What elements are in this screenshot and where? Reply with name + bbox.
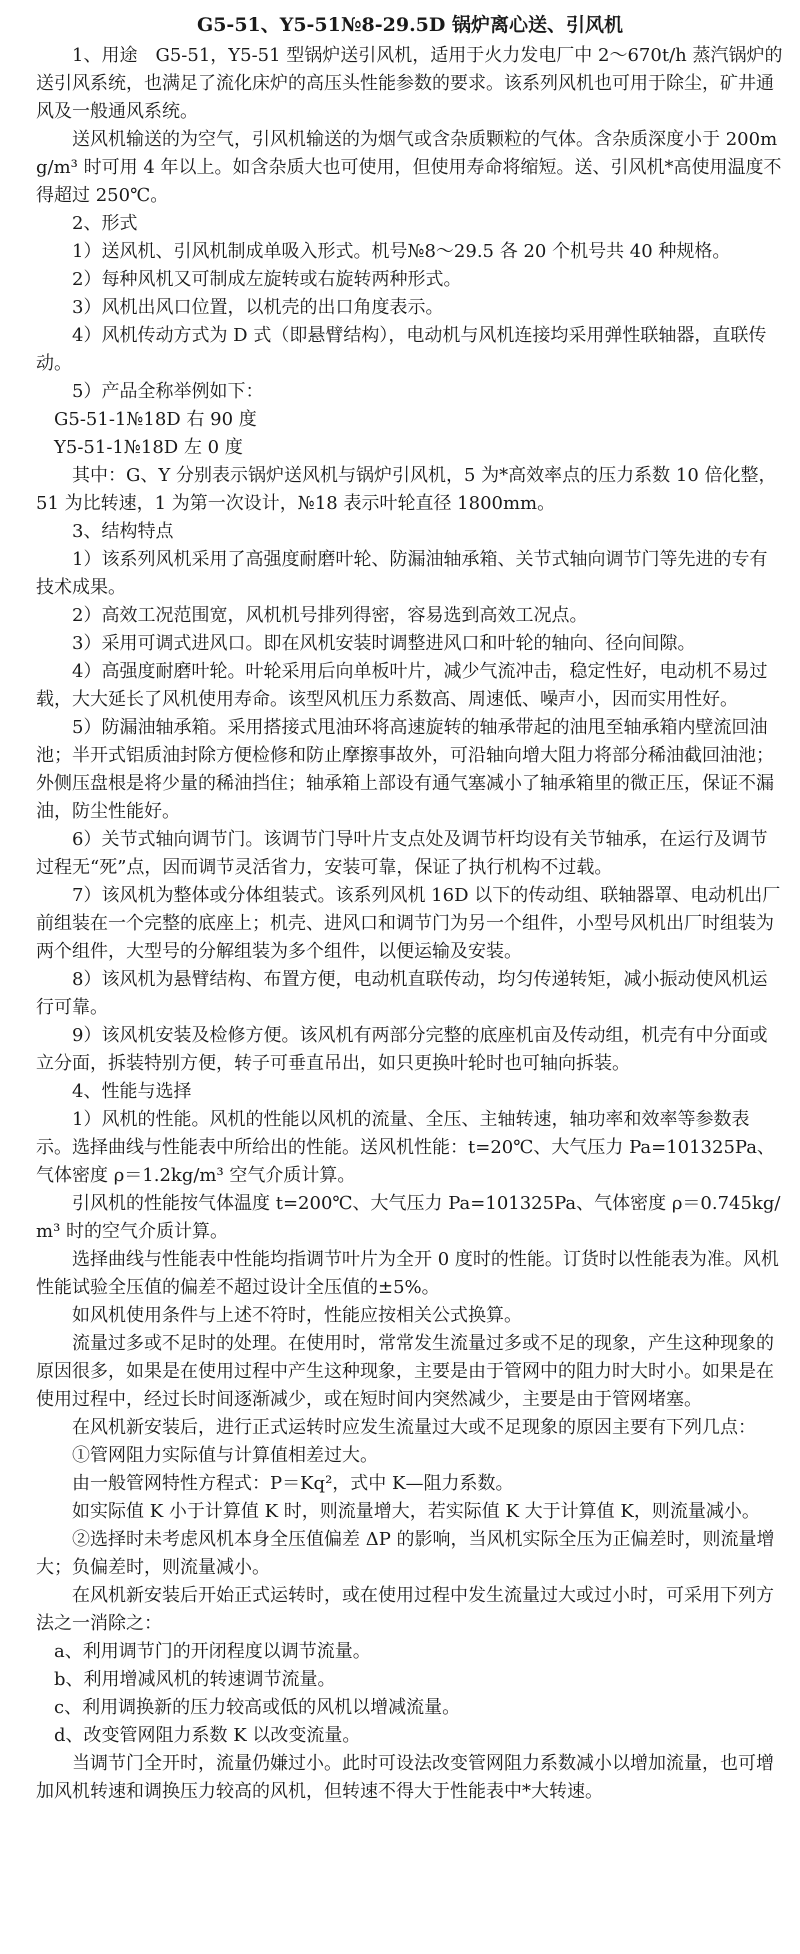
paragraph: d、改变管网阻力系数 K 以改变流量。: [54, 1725, 361, 1746]
paragraph: 2）高效工况范围宽，风机机号排列得密，容易选到高效工况点。: [72, 605, 588, 626]
paragraph: ①管网阻力实际值与计算值相差过大。: [72, 1445, 378, 1466]
paragraph: Y5-51-1№18D 左 0 度: [54, 437, 243, 458]
paragraph: 4、性能与选择: [72, 1081, 192, 1102]
paragraph: 3）采用可调式进风口。即在风机安装时调整进风口和叶轮的轴向、径向间隙。: [72, 633, 696, 654]
paragraph: 1）送风机、引风机制成单吸入形式。机号№8～29.5 各 20 个机号共 40 种规格。: [72, 241, 731, 262]
paragraph: 如风机使用条件与上述不符时，性能应按相关公式换算。: [72, 1305, 522, 1326]
paragraph: 其中：G、Y 分别表示锅炉送风机与锅炉引风机，5 为*高效率点的压力系数 10 倍化整，51 为比转速，1 为第一次设计，№18 表示叶轮直径 1800mm。: [36, 465, 777, 514]
paragraph: 在风机新安装后，进行正式运转时应发生流量过大或不足现象的原因主要有下列几点：: [72, 1417, 756, 1438]
paragraph: 如实际值 K 小于计算值 K 时，则流量增大，若实际值 K 大于计算值 K，则流量减小。: [72, 1501, 760, 1522]
paragraph: 3、结构特点: [72, 521, 174, 542]
paragraph: 8）该风机为悬臂结构、布置方便，电动机直联传动，均匀传递转矩，减小振动使风机运行可靠。: [36, 969, 768, 1018]
document-body: [36, 42, 784, 1806]
paragraph: 5）产品全称举例如下：: [72, 381, 264, 402]
paragraph: 4）高强度耐磨叶轮。叶轮采用后向单板叶片，减少气流冲击，稳定性好，电动机不易过载，大大延长了风机使用寿命。该型风机压力系数高、周速低、噪声小，因而实用性好。: [36, 661, 768, 710]
paragraph: 9）该风机安装及检修方便。该风机有两部分完整的底座机亩及传动组，机壳有中分面或立分面，拆装特别方便，转子可垂直吊出，如只更换叶轮时也可轴向拆装。: [36, 1025, 768, 1074]
paragraph: a、利用调节门的开闭程度以调节流量。: [54, 1641, 371, 1662]
paragraph: 送风机输送的为空气，引风机输送的为烟气或含杂质颗粒的气体。含杂质深度小于 200mg/m³ 时可用 4 年以上。如含杂质大也可使用，但使用寿命将缩短。送、引风机*高使用温度不得超过 250℃。: [36, 129, 782, 206]
paragraph: 4）风机传动方式为 D 式（即悬臂结构），电动机与风机连接均采用弹性联轴器，直联传动。: [36, 325, 767, 374]
paragraph: b、利用增减风机的转速调节流量。: [54, 1669, 336, 1690]
paragraph: 在风机新安装后开始正式运转时，或在使用过程中发生流量过大或过小时，可采用下列方法之一消除之：: [36, 1585, 774, 1634]
paragraph: 流量过多或不足时的处理。在使用时，常常发生流量过多或不足的现象，产生这种现象的原因很多，如果是在使用过程中产生这种现象，主要是由于管网中的阻力时大时小。如果是在使用过程中，经过长时间逐渐减少，或在短时间内突然减少，主要是由于管网堵塞。: [36, 1333, 774, 1410]
paragraph: 7）该风机为整体或分体组装式。该系列风机 16D 以下的传动组、联轴器罩、电动机出厂前组装在一个完整的底座上；机壳、进风口和调节门为另一个组件，小型号风机出厂时组装为两个组件，大型号的分解组装为多个组件，以便运输及安装。: [36, 885, 781, 962]
paragraph: 6）关节式轴向调节门。该调节门导叶片支点处及调节杆均设有关节轴承，在运行及调节过程无“死”点，因而调节灵活省力，安装可靠，保证了执行机构不过载。: [36, 829, 768, 878]
paragraph: 选择曲线与性能表中性能均指调节叶片为全开 0 度时的性能。订货时以性能表为准。风机性能试验全压值的偏差不超过设计全压值的±5%。: [36, 1249, 779, 1298]
paragraph: 当调节门全开时，流量仍嫌过小。此时可设法改变管网阻力系数减小以增加流量，也可增加风机转速和调换压力较高的风机，但转速不得大于性能表中*大转速。: [36, 1753, 774, 1802]
document-title: G5-51、Y5-51№8-29.5D 锅炉离心送、引风机: [196, 14, 623, 36]
paragraph: 1、用途 G5-51，Y5-51 型锅炉送引风机，适用于火力发电厂中 2～670t/h 蒸汽锅炉的送引风系统，也满足了流化床炉的高压头性能参数的要求。该系列风机也可用于除尘，矿井通风及一般通风系统。: [36, 45, 783, 122]
paragraph: 5）防漏油轴承箱。采用搭接式甩油环将高速旋转的轴承带起的油甩至轴承箱内壁流回油池；半开式铝质油封除方便检修和防止摩擦事故外，可沿轴向增大阻力将部分稀油截回油池；外侧压盘根是将少量的稀油挡住；轴承箱上部设有通气塞减小了轴承箱里的微正压，保证不漏油，防尘性能好。: [36, 717, 774, 822]
paragraph: 1）该系列风机采用了高强度耐磨叶轮、防漏油轴承箱、关节式轴向调节门等先进的专有技术成果。: [36, 549, 768, 598]
paragraph: ②选择时未考虑风机本身全压值偏差 ΔP 的影响，当风机实际全压为正偏差时，则流量增大；负偏差时，则流量减小。: [36, 1529, 775, 1578]
paragraph: c、利用调换新的压力较高或低的风机以增减流量。: [54, 1697, 461, 1718]
paragraph: 由一般管网特性方程式：P＝Kq²，式中 K—阻力系数。: [72, 1473, 514, 1494]
paragraph: 3）风机出风口位置，以机壳的出口角度表示。: [72, 297, 444, 318]
paragraph: 2、形式: [72, 213, 138, 234]
paragraph: 2）每种风机又可制成左旋转或右旋转两种形式。: [72, 269, 462, 290]
paragraph: 引风机的性能按气体温度 t=200℃、大气压力 Pa=101325Pa、气体密度 ρ＝0.745kg/m³ 时的空气介质计算。: [36, 1193, 781, 1242]
paragraph: 1）风机的性能。风机的性能以风机的流量、全压、主轴转速，轴功率和效率等参数表示。选择曲线与性能表中所给出的性能。送风机性能：t=20℃、大气压力 Pa=101325Pa、气体密度 ρ＝1.2kg/m³ 空气介质计算。: [36, 1109, 775, 1186]
paragraph: G5-51-1№18D 右 90 度: [54, 409, 257, 430]
